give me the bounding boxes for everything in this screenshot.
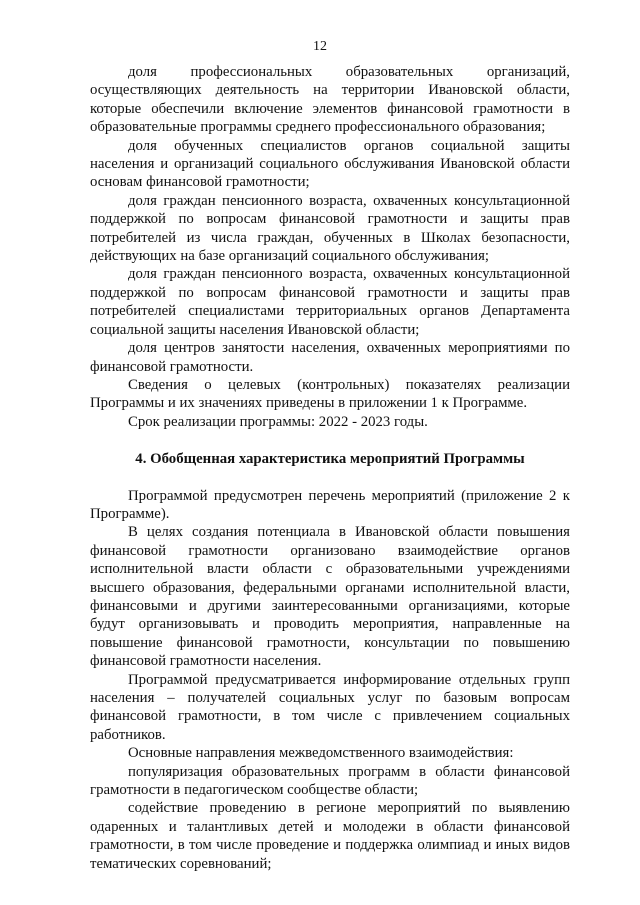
paragraph: В целях создания потенциала в Ивановской области повышения финансовой грамотности организовано взаимодействие органов исполнительной власти области с образовательными учреждениями высшего образования, федеральными органами исполнительной власти, финансовыми и другими заинтересованными организациями, которые будут организовывать и проводить мероприятия, направленные на повышение финансовой грамотности, консультации по повышению финансовой грамотности населения. [90, 524, 570, 670]
paragraph: Основные направления межведомственного взаимодействия: [128, 745, 514, 762]
paragraph: доля обученных специалистов органов социальной защиты населения и организаций социального обслуживания Ивановской области основам финансовой грамотности; [90, 137, 570, 191]
paragraph: Программой предусматривается информирование отдельных групп населения – получателей социальных услуг по базовым вопросам финансовой грамотности, в том числе с привлечением социальных работников. [90, 671, 570, 743]
paragraph: доля граждан пенсионного возраста, охваченных консультационной поддержкой по вопросам финансовой грамотности и защиты прав потребителей специалистами территориальных органов Департамента социальной защиты населения Ивановской области; [90, 266, 570, 338]
paragraph: доля профессиональных образовательных организаций, осуществляющих деятельность на территории Ивановской области, которые обеспечили включение элементов финансовой грамотности в образовательные программы среднего профессионального образования; [90, 64, 570, 136]
paragraph: популяризация образовательных программ в области финансовой грамотности в педагогическом сообществе области; [90, 763, 570, 799]
paragraph: доля центров занятости населения, охваченных мероприятиями по финансовой грамотности. [90, 340, 570, 375]
paragraph: доля граждан пенсионного возраста, охваченных консультационной поддержкой по вопросам финансовой грамотности и защиты прав потребителей из числа граждан, обученных в Школах безопасности, действующих на базе организаций социального обслуживания; [90, 192, 570, 265]
paragraph: Программой предусмотрен перечень мероприятий (приложение 2 к Программе). [90, 487, 570, 522]
section-heading: 4. Обобщенная характеристика мероприятий Программы [135, 451, 525, 468]
paragraph: Сведения о целевых (контрольных) показателях реализации Программы и их значениях приведены в приложении 1 к Программе. [90, 376, 570, 412]
page-number: 12 [313, 39, 327, 54]
paragraph: Срок реализации программы: 2022 - 2023 годы. [128, 413, 428, 430]
page-content [90, 63, 570, 873]
paragraph: содействие проведению в регионе мероприятий по выявлению одаренных и талантливых детей и молодежи в области финансовой грамотности, в том числе проведение и поддержка олимпиад и иных видов тематических соревнований; [90, 800, 570, 872]
